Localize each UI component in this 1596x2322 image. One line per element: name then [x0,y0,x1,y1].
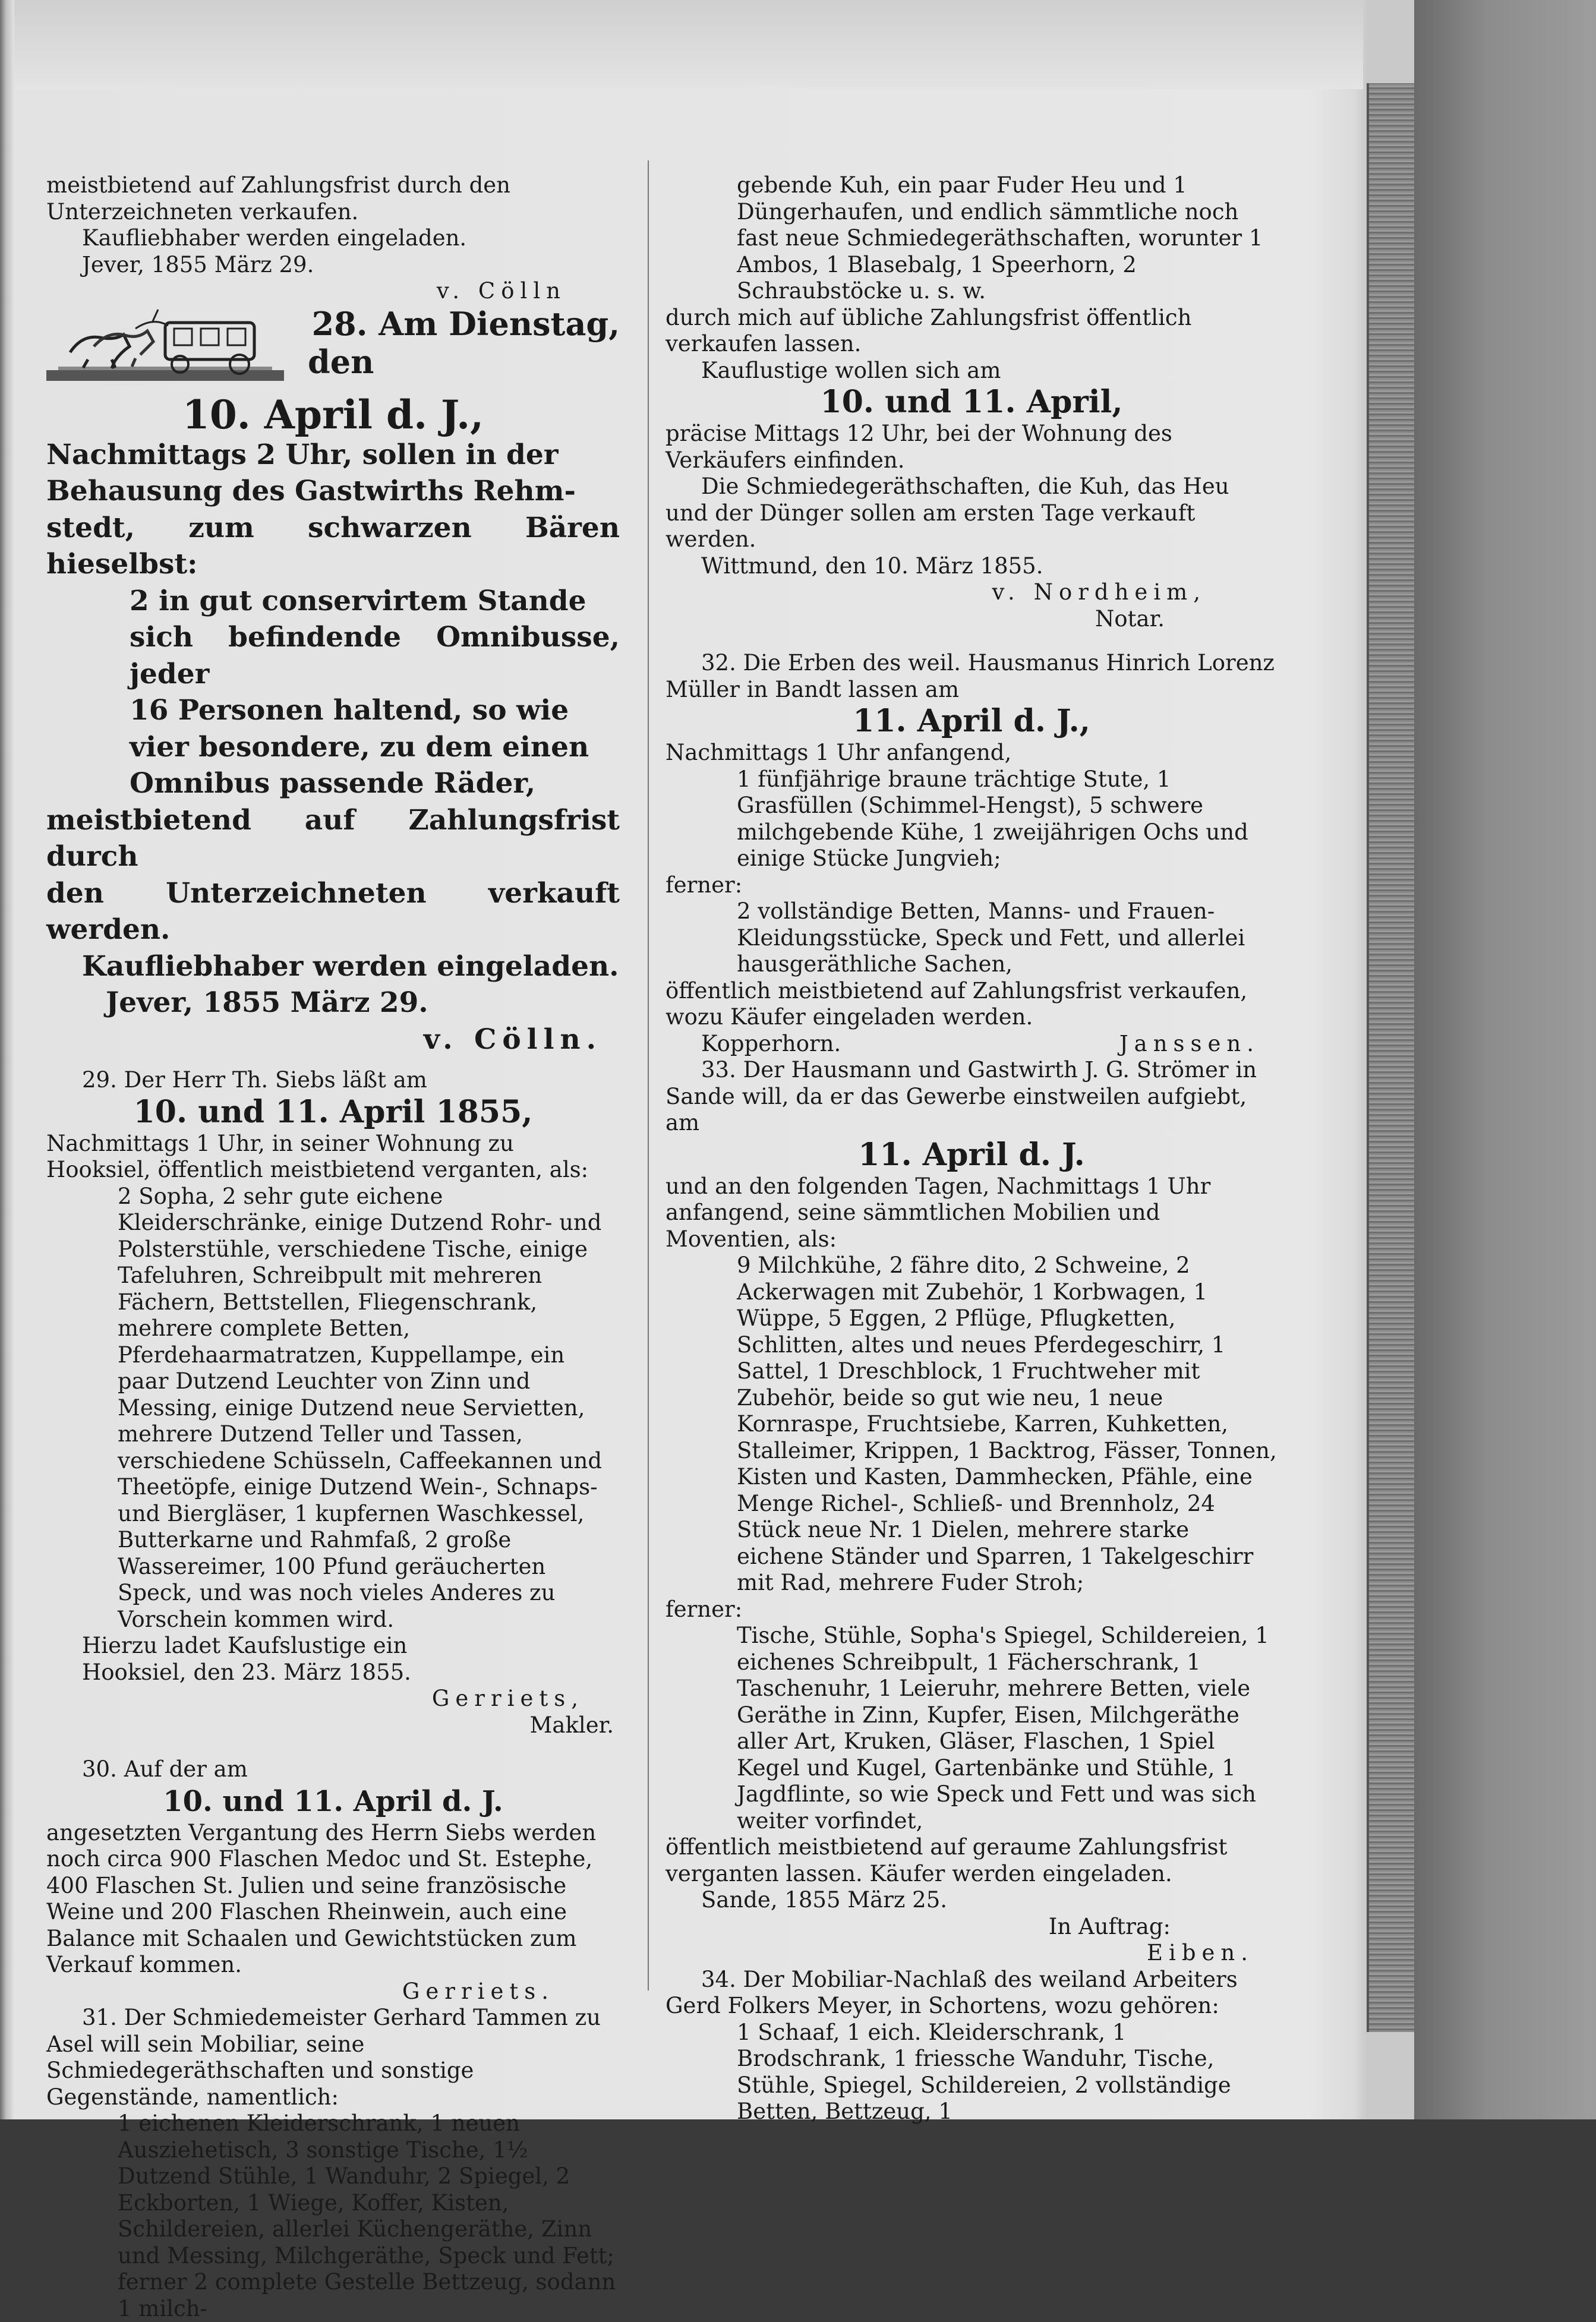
item-28-line: stedt, zum schwarzen Bären hieselbst: [46,511,620,580]
item-33-list: Tische, Stühle, Sopha's Spiegel, Schildereien, 1 eichenes Schreibpult, 1 Fächerschrank, 1 Taschenuhr, 1 Leieruhr, mehrere Betten, viele Geräthe in Zinn, Kupfer, Eisen, Milchgeräthe aller Art, Kruken, Gläser, Flaschen, 1 Spiel Kegel und Kugel, Gartenbänke und Stühle, 1 Jagdflinte, so wie Speck und Fett und was sich weiter vorfindet, [737,1623,1269,1834]
item-32-list: 2 vollständige Betten, Manns- und Frauen-Kleidungsstücke, Speck und Fett, und allerlei hausgeräthliche Sachen, [737,898,1245,977]
item-29-role: Makler. [529,1712,614,1738]
item-28-date: 10. April d. J., [182,391,484,438]
invitation-text: Kaufliebhaber werden eingeladen. [82,225,467,251]
item-29-list: 2 Sopha, 2 sehr gute eichene Kleiderschränke, einige Dutzend Rohr- und Polsterstühle, verschiedene Tische, einige Tafeluhren, Schreibpult mit mehreren Fächern, Bettstellen, Fliegenschrank, mehrere complete Betten, Pferdehaarmatratzen, Kuppellampe, ein paar Dutzend Leuchter von Zinn und Messing, einige Dutzend neue Servietten, mehrere Dutzend Teller und Tassen, verschiedene Schüsseln, Caffeekannen und Theetöpfe, einige Dutzend Wein-, Schnaps- und Biergläser, 1 kupfernen Waschkessel, Butterkarne und Rahmfaß, 2 große Wassereimer, 100 Pfund geräucherten Speck, und was noch vieles Anderes zu Vorschein kommen wird. [118,1183,603,1632]
item-30-heading: 30. Auf der am [82,1756,248,1782]
item-30-text: angesetzten Vergantung des Herrn Siebs werden noch circa 900 Flaschen Medoc und St. Estephe, 400 Flaschen St. Julien und seine französische Weine und 200 Flaschen Rheinwein, auch eine Balance mit Schaalen und Gewichtstücken zum Verkauf kommen. [46,1819,597,1977]
item-28-line: meistbietend auf Zahlungsfrist durch [46,803,620,873]
item-33-signature: Eiben. [1146,1940,1254,1966]
item-31-invite: Kauflustige wollen sich am [701,357,1001,383]
item-28-body [46,437,620,1058]
item-33-text: 33. Der Hausmann und Gastwirth J. G. Strömer in Sande will, da er das Gewerbe einstweilen aufgiebt, am [665,1057,1257,1135]
item-29-intro: Nachmittags 1 Uhr, in seiner Wohnung zu Hooksiel, öffentlich meistbietend verganten, als: [46,1130,589,1182]
item-32-list: 1 fünfjährige braune trächtige Stute, 1 Grasfüllen (Schimmel-Hengst), 5 schwere milchgebende Kühe, 1 zweijährigen Ochs und einige Stücke Jungvieh; [737,766,1248,871]
book-edge [1367,83,1417,2032]
continuation-text: meistbietend auf Zahlungsfrist durch den Unterzeichneten verkaufen. [46,172,510,225]
item-32-footer [665,1031,1278,1058]
page-top-margin [14,0,1363,89]
book-cover [1414,0,1596,2119]
item-29-heading: 29. Der Herr Th. Siebs läßt am [82,1067,427,1093]
item-30-signature: Gerriets. [402,1978,554,2004]
signature: v. Cölln [436,278,566,304]
item-33-date: 11. April d. J. [858,1136,1085,1173]
item-28-heading: 28. Am Dienstag, [311,304,620,343]
item-33-intro: und an den folgenden Tagen, Nachmittags 1 Uhr anfangend, seine sämmtlichen Mobilien und Moventien, als: [665,1173,1211,1252]
item-31-list: 1 eichenen Kleiderschrank, 1 neuen Ausziehetisch, 3 sonstige Tische, 1½ Dutzend Stühle, 1 Wanduhr, 2 Spiegel, 2 Eckborten, 1 Wiege, Koffer, Kisten, Schildereien, allerlei Küchengeräthe, Zinn und Messing, Milchgeräthe, Speck und Fett; ferner 2 complete Gestelle Bettzeug, sodann 1 milch- [118,2110,616,2321]
item-31-note: Die Schmiedegeräthschaften, die Kuh, das Heu und der Dünger sollen am ersten Tage verkauft werden. [665,474,1229,552]
item-29-place: Hooksiel, den 23. März 1855. [82,1659,411,1685]
item-32-signature: Janssen. [1119,1030,1260,1056]
left-column [46,172,620,2322]
item-32-date: 11. April d. J., [853,703,1090,739]
item-28-line: 16 Personen haltend, so wie [130,694,569,727]
item-28-line: 2 in gut conservirtem Stande [130,584,586,617]
item-33-list: 9 Milchkühe, 2 fähre dito, 2 Schweine, 2 Ackerwagen mit Zubehör, 1 Korbwagen, 1 Wüppe, 5 Eggen, 2 Pflüge, Pflugketten, Schlitten, altes und neues Pferdegeschirr, 1 Sattel, 1 Dreschblock, 1 Fruchtweher mit Zubehör, beide so gut wie neu, 1 neue Kornraspe, Fruchtsiebe, Karren, Kuhketten, Stalleimer, Krippen, 1 Backtrog, Fässer, Tonnen, Kisten und Kasten, Dammhecken, Pfähle, eine Menge Richel-, Schließ- und Brennholz, 24 Stück neue Nr. 1 Dielen, mehrere starke eichene Ständer und Sparren, 1 Takelgeschirr mit Rad, mehrere Fuder Stroh; [737,1253,1277,1595]
item-30-date: 10. und 11. April d. J. [163,1784,503,1818]
item-33-text2: öffentlich meistbietend auf geraume Zahlungsfrist verganten lassen. Käufer werden eingeladen. [665,1834,1228,1886]
item-31-place: Wittmund, den 10. März 1855. [701,553,1043,579]
date-line: Jever, 1855 März 29. [82,251,314,277]
item-33-ferner: ferner: [665,1596,743,1622]
item-34-list: 1 Schaaf, 1 eich. Kleiderschrank, 1 Brodschrank, 1 friessche Wanduhr, Tische, Stühle, Spiegel, Schildereien, 2 vollständige Betten, Bettzeug, 1 [737,2019,1231,2124]
item-33-place: Sande, 1855 März 25. [701,1887,947,1913]
item-28-signature: v. Cölln. [423,1023,602,1056]
column-divider [648,160,649,1990]
item-32-place: Kopperhorn. [701,1030,841,1056]
item-28-line: Kaufliebhaber werden eingeladen. [82,949,619,983]
item-28-line: Nachmittags 2 Uhr, sollen in der [46,438,559,471]
item-28-line: den Unterzeichneten verkauft werden. [46,876,620,946]
item-31-signature: v. Nordheim, [992,579,1206,605]
item-32-text2: öffentlich meistbietend auf Zahlungsfrist verkaufen, wozu Käufer eingeladen werden. [665,977,1248,1030]
right-column [665,172,1278,2125]
item-29-signature: Gerriets, [431,1686,584,1711]
item-29-date: 10. und 11. April 1855, [133,1093,533,1130]
item-31-date: 10. und 11. April, [820,384,1123,420]
stagecoach-icon [46,305,284,388]
item-31-text: 31. Der Schmiedemeister Gerhard Tammen zu Asel will sein Mobiliar, seine Schmiedegeräthschaften und sonstige Gegenstände, namentlich: [46,2005,601,2110]
item-28-date-line: Jever, 1855 März 29. [106,986,428,1019]
item-28-line: Behausung des Gastwirths Rehm- [46,475,576,507]
item-28-line: Omnibus passende Räder, [130,767,536,800]
item-33-auftrag: In Auftrag: [1048,1913,1171,1939]
item-28-line: sich befindende Omnibusse, jeder [130,621,620,690]
item-31-text-cont: durch mich auf übliche Zahlungsfrist öffentlich verkaufen lassen. [665,304,1192,356]
item-32-intro: Nachmittags 1 Uhr anfangend, [665,740,1012,765]
item-28-den: den [308,342,374,381]
item-28-header [46,305,620,388]
item-31-role: Notar. [1095,605,1165,632]
item-31-list-cont: gebende Kuh, ein paar Fuder Heu und 1 Düngerhaufen, und endlich sämmtliche noch fast neue Schmiedegeräthschaften, worunter 1 Ambos, 1 Blasebalg, 1 Speerhorn, 2 Schraubstöcke u. s. w. [737,172,1263,304]
item-28-line: vier besondere, zu dem einen [130,730,589,764]
item-32-ferner: ferner: [665,872,743,898]
item-32-text: 32. Die Erben des weil. Hausmanus Hinrich Lorenz Müller in Bandt lassen am [665,650,1275,702]
item-34-text: 34. Der Mobiliar-Nachlaß des weiland Arbeiters Gerd Folkers Meyer, in Schortens, wozu gehören: [665,1966,1238,2018]
item-29-invite: Hierzu ladet Kaufslustige ein [82,1633,408,1658]
item-31-time: präcise Mittags 12 Uhr, bei der Wohnung des Verkäufers einfinden. [665,421,1172,473]
